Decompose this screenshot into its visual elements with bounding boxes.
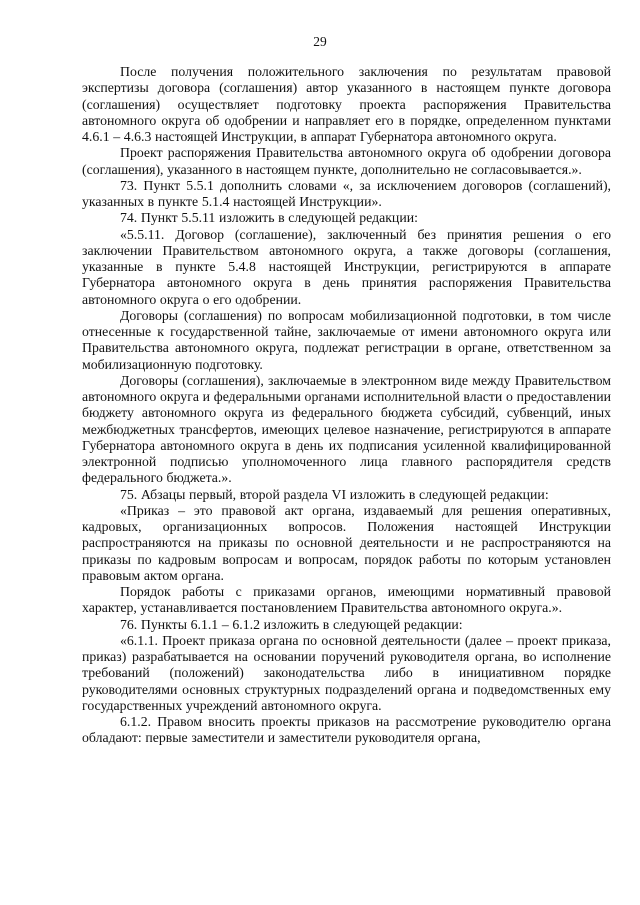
paragraph: 74. Пункт 5.5.11 изложить в следующей редакции: <box>120 210 418 226</box>
paragraph: Договоры (соглашения), заключаемые в электронном виде между Правительством автономного округа и федеральными органами исполнительной власти о предоставлении бюджету автономного округа из федерального бюджета субсидий, субвенций, иных межбюджетных трансфертов, имеющих целевое назначение, регистрируются в аппарате Губернатора автономного округа в день их подписания усиленной квалифицированной электронной подписью уполномоченного лица главного распорядителя средств федерального бюджета.». <box>82 372 611 486</box>
paragraph: Порядок работы с приказами органов, имеющими нормативный правовой характер, устанавливается постановлением Правительства автономного округа.». <box>82 584 611 616</box>
paragraph: Договоры (соглашения) по вопросам мобилизационной подготовки, в том числе отнесенные к государственной тайне, заключаемые от имени автономного округа или Правительства автономного округа, подлежат регистрации в органе, ответственном за мобилизационную подготовку. <box>82 307 611 372</box>
paragraph: 76. Пункты 6.1.1 – 6.1.2 изложить в следующей редакции: <box>120 616 463 632</box>
paragraph: «5.5.11. Договор (соглашение), заключенный без принятия решения о его заключении Правительством автономного округа, а также договоры (соглашения, указанные в пункте 5.4.8 настоящей Инструкции, регистрируются в аппарате Губернатора автономного округа в день принятия распоряжения Правительства автономного округа о его одобрении. <box>82 226 611 307</box>
paragraph: «6.1.1. Проект приказа органа по основной деятельности (далее – проект приказа, приказ) разрабатывается на основании поручений руководителя органа, во исполнение требований (положений) законодательства либо в инициативном порядке руководителями основных структурных подразделений органа и подведомственных ему государственных учреждений автономного округа. <box>82 632 611 713</box>
page-number: 29 <box>313 34 327 49</box>
document-body <box>82 64 611 747</box>
paragraph: 73. Пункт 5.5.1 дополнить словами «, за исключением договоров (соглашений), указанных в пункте 5.1.4 настоящей Инструкции». <box>82 177 611 209</box>
paragraph: «Приказ – это правовой акт органа, издаваемый для решения оперативных, кадровых, организационных вопросов. Положения настоящей Инструкции распространяются на приказы по основной деятельности и не распространяются на приказы по кадровым вопросам и вопросам, порядок работы по которым установлен правовым актом органа. <box>82 502 611 583</box>
paragraph: После получения положительного заключения по результатам правовой экспертизы договора (соглашения) автор указанного в настоящем пункте договора (соглашения) осуществляет подготовку проекта распоряжения Правительства автономного округа об одобрении и направляет его в порядке, определенном пунктами 4.6.1 – 4.6.3 настоящей Инструкции, в аппарат Губернатора автономного округа. <box>82 64 611 144</box>
paragraph: 6.1.2. Правом вносить проекты приказов на рассмотрение руководителю органа обладают: первые заместители и заместители руководителя органа, <box>82 714 611 746</box>
paragraph: 75. Абзацы первый, второй раздела VI изложить в следующей редакции: <box>120 486 549 502</box>
paragraph: Проект распоряжения Правительства автономного округа об одобрении договора (соглашения), указанного в настоящем пункте, дополнительно не согласовывается.». <box>82 145 611 177</box>
